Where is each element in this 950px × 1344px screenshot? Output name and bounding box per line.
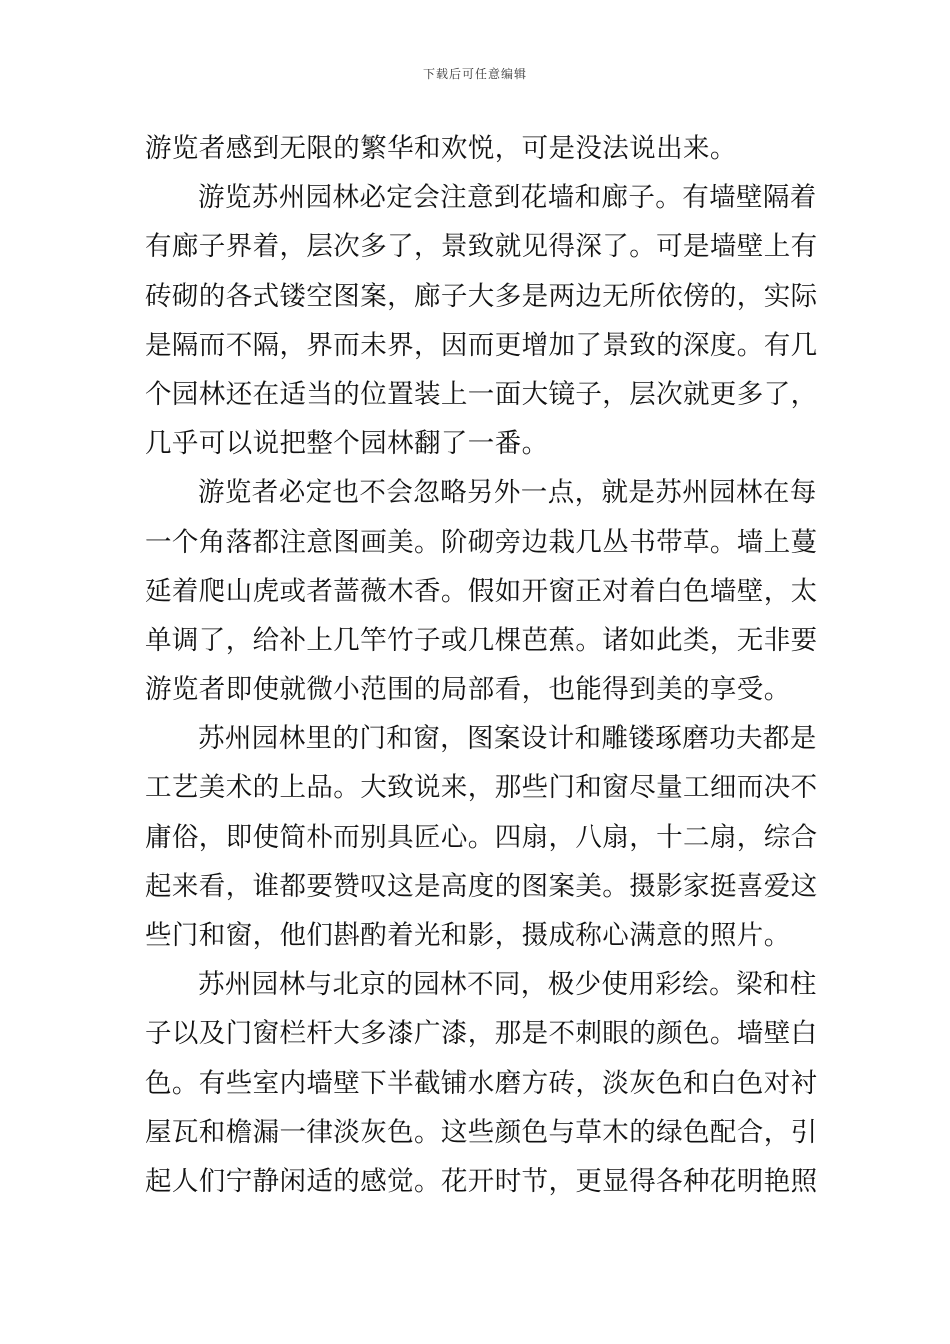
text-line: 游览苏州园林必定会注意到花墙和廊子。有墙壁隔着 [198,182,817,214]
text-line: 一个角落都注意图画美。阶砌旁边栽几丛书带草。墙上蔓 [145,526,818,558]
text-line: 游览者感到无限的繁华和欢悦，可是没法说出来。 [145,133,737,164]
text-line: 个园林还在适当的位置装上一面大镜子，层次就更多了， [145,378,818,410]
page-header: 下载后可任意编辑 [422,67,527,81]
text-line: 有廊子界着，层次多了，景致就见得深了。可是墙壁上有 [145,231,818,263]
text-line: 子以及门窗栏杆大多漆广漆，那是不刺眼的颜色。墙壁白 [145,1018,818,1050]
text-line: 色。有些室内墙壁下半截铺水磨方砖，淡灰色和白色对衬 [145,1067,818,1099]
text-line: 起来看，谁都要赞叹这是高度的图案美。摄影家挺喜爱这 [145,870,818,902]
text-line: 是隔而不隔，界而未界，因而更增加了景致的深度。有几 [145,329,818,361]
text-line: 游览者必定也不会忽略另外一点，就是苏州园林在每 [198,477,817,509]
text-line: 几乎可以说把整个园林翻了一番。 [145,428,549,460]
text-line: 些门和窗，他们斟酌着光和影，摄成称心满意的照片。 [145,920,791,951]
text-line: 屋瓦和檐漏一律淡灰色。这些颜色与草木的绿色配合，引 [145,1116,818,1148]
text-line: 苏州园林里的门和窗，图案设计和雕镂琢磨功夫都是 [198,723,817,755]
body-text [145,124,818,1206]
text-line: 庸俗，即使简朴而别具匠心。四扇，八扇，十二扇，综合 [145,821,818,853]
text-line: 起人们宁静闲适的感觉。花开时节，更显得各种花明艳照 [145,1165,818,1197]
text-line: 工艺美术的上品。大致说来，那些门和窗尽量工细而决不 [145,772,818,804]
text-line: 砖砌的各式镂空图案，廊子大多是两边无所依傍的，实际 [145,280,818,312]
text-line: 延着爬山虎或者蔷薇木香。假如开窗正对着白色墙壁，太 [145,575,818,607]
text-line: 苏州园林与北京的园林不同，极少使用彩绘。梁和柱 [198,969,817,1001]
text-line: 游览者即使就微小范围的局部看，也能得到美的享受。 [145,674,791,706]
text-line: 单调了，给补上几竿竹子或几棵芭蕉。诸如此类，无非要 [145,624,818,656]
